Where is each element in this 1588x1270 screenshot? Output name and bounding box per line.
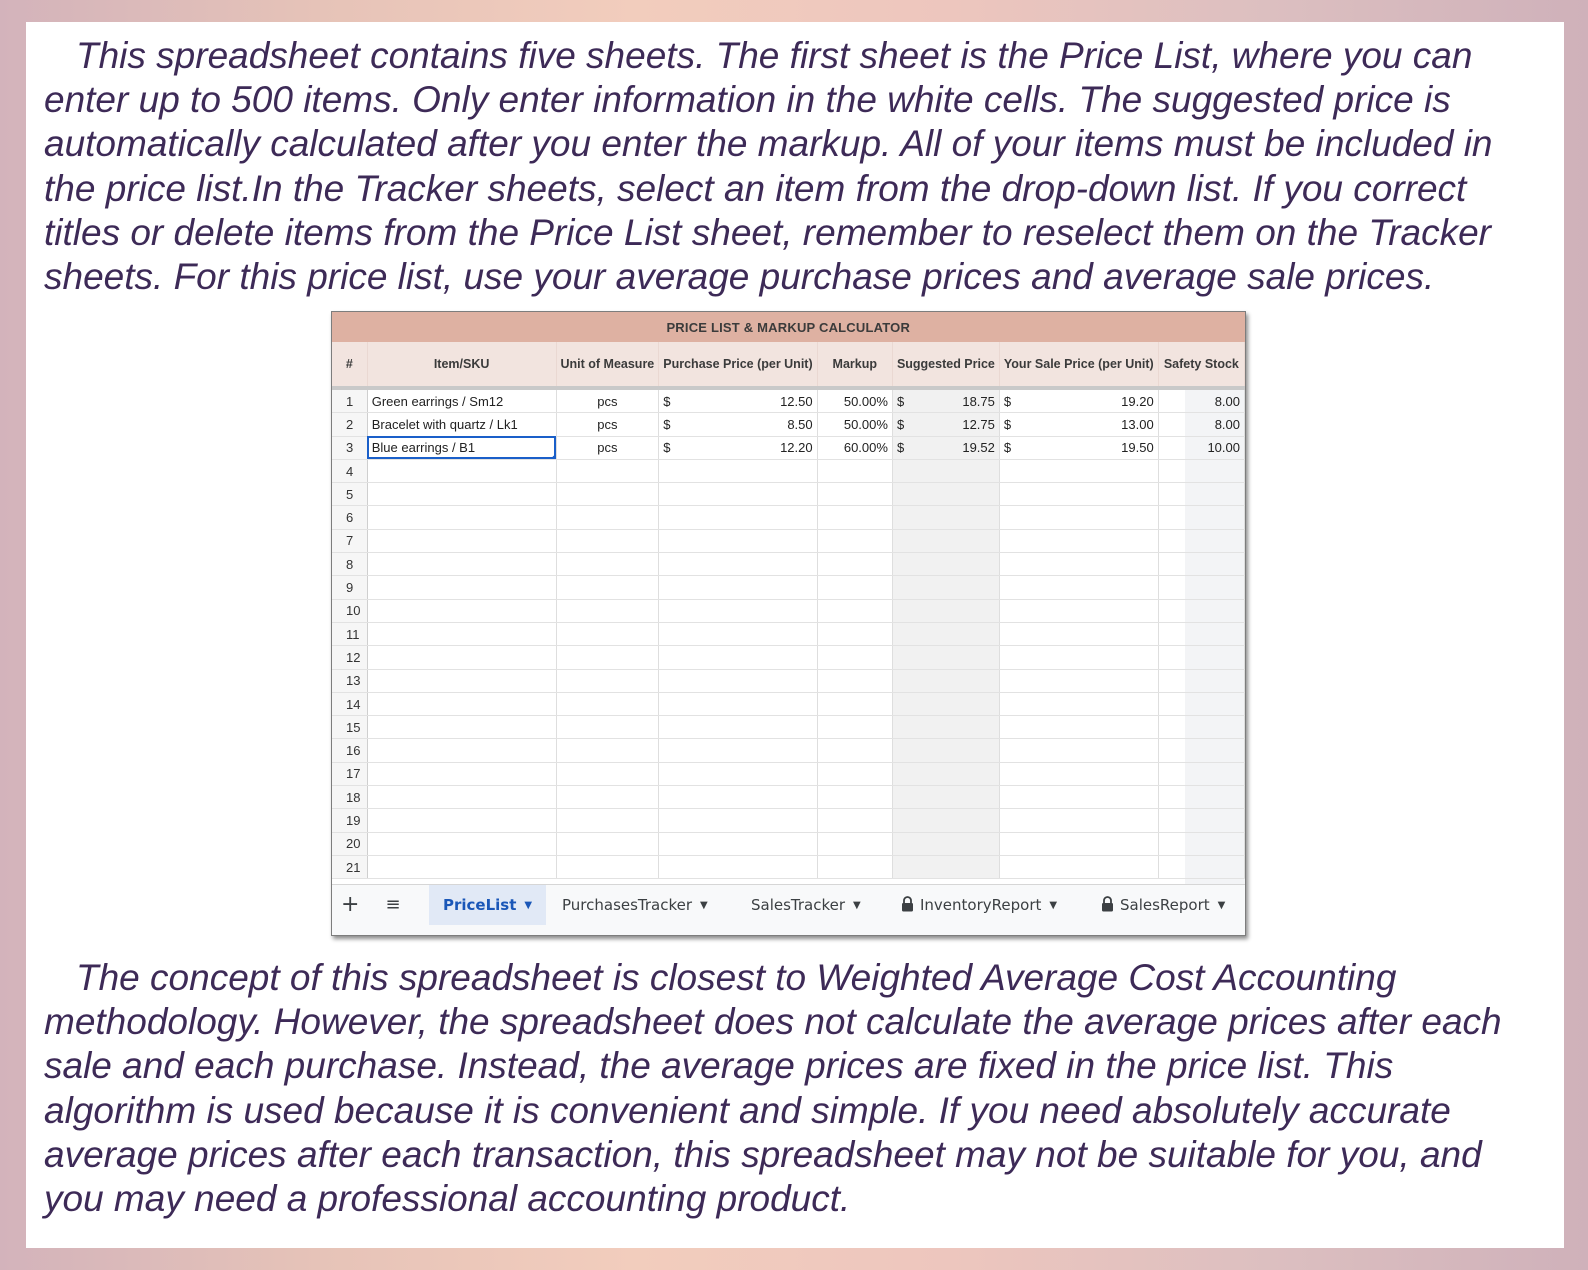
- cell-empty[interactable]: [367, 599, 556, 622]
- row-number[interactable]: 14: [332, 692, 367, 715]
- cell-empty[interactable]: [1158, 459, 1244, 482]
- row-number[interactable]: 13: [332, 669, 367, 692]
- row-number[interactable]: 8: [332, 553, 367, 576]
- table-row: [332, 506, 1245, 529]
- col-header-markup[interactable]: Markup: [817, 342, 892, 388]
- cell-empty[interactable]: [556, 506, 659, 529]
- cell-empty[interactable]: [892, 716, 999, 739]
- cell-empty[interactable]: [556, 459, 659, 482]
- cell-empty[interactable]: [556, 553, 659, 576]
- cell-empty[interactable]: [659, 459, 817, 482]
- table-row: [332, 436, 1245, 459]
- caret-down-icon[interactable]: ▼: [1049, 900, 1058, 911]
- cell-empty[interactable]: [999, 739, 1158, 762]
- cell-empty[interactable]: [659, 553, 817, 576]
- row-number[interactable]: 7: [332, 529, 367, 552]
- cell-empty[interactable]: [659, 506, 817, 529]
- cell-empty[interactable]: [892, 669, 999, 692]
- cell-empty[interactable]: [817, 459, 892, 482]
- cell-sale[interactable]: [999, 388, 1158, 413]
- sheet-tab-bar: [332, 884, 1245, 936]
- table-row: [332, 762, 1245, 785]
- cell-num[interactable]: 1: [332, 388, 367, 413]
- table-row: [332, 483, 1245, 506]
- cell-empty[interactable]: [659, 529, 817, 552]
- row-number[interactable]: 17: [332, 762, 367, 785]
- cell-empty[interactable]: [999, 786, 1158, 809]
- cell-safety[interactable]: 8.00: [1158, 413, 1244, 436]
- currency-symbol: $: [1003, 440, 1012, 456]
- cell-empty[interactable]: [367, 669, 556, 692]
- cell-empty[interactable]: [892, 809, 999, 832]
- sheet-tab-salesreport[interactable]: [1087, 885, 1239, 925]
- cell-empty[interactable]: [999, 576, 1158, 599]
- cell-safety[interactable]: 10.00: [1158, 436, 1244, 459]
- cell-empty[interactable]: [892, 786, 999, 809]
- cell-empty[interactable]: [659, 716, 817, 739]
- row-number[interactable]: 18: [332, 786, 367, 809]
- cell-empty[interactable]: [367, 809, 556, 832]
- cell-empty[interactable]: [659, 762, 817, 785]
- cell-empty[interactable]: [817, 553, 892, 576]
- cell-value: 19.50: [1121, 440, 1154, 456]
- cell-empty[interactable]: [659, 786, 817, 809]
- intro-paragraph: This spreadsheet contains five sheets. The first sheet is the Price List, where you can enter up to 500 items. Only enter information in the white cells. The suggested price is automatically calculated after you enter the markup. All of your items must be included in the price list.In the Tracker sheets, select an item from the drop-down list. If you correct titles or delete items from the Price List sheet, remember to reselect them on the Tracker sheets. For this price list, use your average purchase prices and average sale prices.: [44, 35, 1493, 298]
- cell-empty[interactable]: [999, 646, 1158, 669]
- table-row: [332, 786, 1245, 809]
- cell-empty[interactable]: [556, 809, 659, 832]
- caret-down-icon[interactable]: ▼: [1217, 900, 1226, 911]
- sheet-tab-pricelist[interactable]: [429, 885, 546, 925]
- cell-empty[interactable]: [892, 692, 999, 715]
- cell-empty[interactable]: [999, 692, 1158, 715]
- cell-empty[interactable]: [1158, 529, 1244, 552]
- cell-empty[interactable]: [999, 809, 1158, 832]
- cell-value: 8.50: [787, 416, 813, 432]
- cell-unit[interactable]: pcs: [556, 413, 659, 436]
- sheet-tab-label: SalesTracker: [751, 896, 846, 914]
- cell-empty[interactable]: [1158, 762, 1244, 785]
- cell-empty[interactable]: [1158, 739, 1244, 762]
- table-row: [332, 739, 1245, 762]
- cell-empty[interactable]: [817, 855, 892, 878]
- cell-empty[interactable]: [999, 599, 1158, 622]
- row-number[interactable]: 21: [332, 855, 367, 878]
- caret-down-icon[interactable]: ▼: [853, 900, 861, 911]
- cell-empty[interactable]: [659, 832, 817, 855]
- cell-empty[interactable]: [556, 529, 659, 552]
- cell-markup[interactable]: 50.00%: [817, 388, 892, 413]
- cell-empty[interactable]: [367, 739, 556, 762]
- cell-empty[interactable]: [556, 855, 659, 878]
- cell-suggested[interactable]: [892, 436, 999, 459]
- lock-icon: [901, 896, 914, 912]
- cell-empty[interactable]: [556, 599, 659, 622]
- cell-value: 12.50: [780, 393, 813, 409]
- table-row: [332, 809, 1245, 832]
- col-header-item[interactable]: Item/SKU: [367, 342, 556, 388]
- cell-empty[interactable]: [367, 459, 556, 482]
- cell-value: 19.52: [962, 440, 995, 456]
- cell-empty[interactable]: [1158, 646, 1244, 669]
- cell-unit[interactable]: pcs: [556, 436, 659, 459]
- caret-down-icon[interactable]: ▼: [700, 900, 708, 911]
- cell-safety[interactable]: 8.00: [1158, 388, 1244, 413]
- cell-empty[interactable]: [556, 622, 659, 645]
- table-row: [332, 459, 1245, 482]
- cell-empty[interactable]: [892, 529, 999, 552]
- sheet-tab-purchasestracker[interactable]: [548, 885, 722, 925]
- cell-empty[interactable]: [556, 739, 659, 762]
- cell-purchase[interactable]: [659, 413, 817, 436]
- col-header-num[interactable]: #: [332, 342, 367, 388]
- table-row: [332, 855, 1245, 878]
- col-header-safety-stock[interactable]: Safety Stock: [1158, 342, 1244, 388]
- table-row: [332, 599, 1245, 622]
- cell-empty[interactable]: [817, 809, 892, 832]
- sheet-tab-label: SalesReport: [1120, 896, 1210, 914]
- cell-empty[interactable]: [1158, 809, 1244, 832]
- cell-empty[interactable]: [556, 786, 659, 809]
- cell-suggested[interactable]: [892, 388, 999, 413]
- cell-empty[interactable]: [367, 692, 556, 715]
- cell-item[interactable]: Green earrings / Sm12: [367, 388, 556, 413]
- cell-empty[interactable]: [817, 786, 892, 809]
- table-row: [332, 716, 1245, 739]
- cell-sale[interactable]: [999, 436, 1158, 459]
- cell-empty[interactable]: [367, 622, 556, 645]
- cell-empty[interactable]: [999, 832, 1158, 855]
- col-header-unit[interactable]: Unit of Measure: [556, 342, 659, 388]
- cell-empty[interactable]: [892, 599, 999, 622]
- cell-empty[interactable]: [817, 622, 892, 645]
- cell-empty[interactable]: [817, 646, 892, 669]
- currency-symbol: $: [663, 393, 671, 409]
- table-row: [332, 669, 1245, 692]
- cell-empty[interactable]: [556, 832, 659, 855]
- spreadsheet-screenshot: [331, 311, 1246, 936]
- table-row: [332, 553, 1245, 576]
- currency-symbol: $: [896, 393, 905, 409]
- cell-suggested[interactable]: [892, 413, 999, 436]
- cell-empty[interactable]: [1158, 855, 1244, 878]
- cell-empty[interactable]: [556, 692, 659, 715]
- cell-empty[interactable]: [817, 832, 892, 855]
- cell-empty[interactable]: [817, 529, 892, 552]
- fill-handle[interactable]: [552, 455, 557, 460]
- currency-symbol: $: [663, 440, 671, 456]
- sheet-tab-label: InventoryReport: [920, 896, 1042, 914]
- cell-empty[interactable]: [367, 762, 556, 785]
- cell-empty[interactable]: [892, 739, 999, 762]
- row-number[interactable]: 15: [332, 716, 367, 739]
- cell-empty[interactable]: [999, 855, 1158, 878]
- cell-empty[interactable]: [999, 483, 1158, 506]
- row-number[interactable]: 12: [332, 646, 367, 669]
- row-number[interactable]: 10: [332, 599, 367, 622]
- cell-empty[interactable]: [367, 786, 556, 809]
- cell-empty[interactable]: [367, 553, 556, 576]
- cell-empty[interactable]: [367, 855, 556, 878]
- caret-down-icon[interactable]: ▼: [524, 900, 533, 911]
- outro-paragraph: The concept of this spreadsheet is closest to Weighted Average Cost Accounting methodology. However, the spreadsheet does not calculate the average prices after each sale and each purchase. Instead, the average prices are fixed in the price list. This algorithm is used because it is convenient and simple. If you need absolutely accurate average prices after each transaction, this spreadsheet may not be suitable for you, and you may need a professional accounting product.: [44, 957, 1502, 1220]
- cell-empty[interactable]: [999, 669, 1158, 692]
- col-header-sale-price[interactable]: Your Sale Price (per Unit): [999, 342, 1158, 388]
- cell-item-selected[interactable]: Blue earrings / B1: [367, 436, 556, 459]
- cell-empty[interactable]: [659, 622, 817, 645]
- cell-empty[interactable]: [1158, 832, 1244, 855]
- cell-empty[interactable]: [1158, 553, 1244, 576]
- lock-icon: [1101, 896, 1114, 912]
- row-number[interactable]: 19: [332, 809, 367, 832]
- cell-empty[interactable]: [659, 483, 817, 506]
- cell-empty[interactable]: [999, 459, 1158, 482]
- cell-value: 13.00: [1121, 416, 1154, 432]
- cell-empty[interactable]: [367, 483, 556, 506]
- row-number[interactable]: 16: [332, 739, 367, 762]
- cell-empty[interactable]: [817, 762, 892, 785]
- cell-empty[interactable]: [892, 459, 999, 482]
- row-number[interactable]: 4: [332, 459, 367, 482]
- cell-value: 12.75: [962, 416, 995, 432]
- cell-empty[interactable]: [817, 576, 892, 599]
- cell-empty[interactable]: [556, 646, 659, 669]
- all-sheets-button[interactable]: [382, 885, 404, 925]
- cell-empty[interactable]: [817, 669, 892, 692]
- cell-empty[interactable]: [999, 529, 1158, 552]
- cell-value: 18.75: [962, 393, 995, 409]
- cell-empty[interactable]: [659, 739, 817, 762]
- cell-markup[interactable]: 50.00%: [817, 413, 892, 436]
- table-row: [332, 692, 1245, 715]
- cell-item[interactable]: Bracelet with quartz / Lk1: [367, 413, 556, 436]
- currency-symbol: $: [1003, 416, 1012, 432]
- cell-value: 19.20: [1121, 393, 1154, 409]
- col-header-purchase-price[interactable]: Purchase Price (per Unit): [659, 342, 817, 388]
- cell-empty[interactable]: [367, 529, 556, 552]
- sheet-tab-label: PriceList: [443, 896, 517, 914]
- cell-empty[interactable]: [817, 739, 892, 762]
- cell-empty[interactable]: [1158, 622, 1244, 645]
- cell-empty[interactable]: [999, 506, 1158, 529]
- table-row: [332, 529, 1245, 552]
- price-list-table: [332, 312, 1245, 879]
- currency-symbol: $: [896, 416, 905, 432]
- plus-icon: +: [341, 892, 360, 917]
- cell-num[interactable]: 3: [332, 436, 367, 459]
- cell-empty[interactable]: [892, 553, 999, 576]
- sheet-tab-salestracker[interactable]: [737, 885, 875, 925]
- cell-empty[interactable]: [817, 483, 892, 506]
- cell-empty[interactable]: [817, 716, 892, 739]
- content-panel: [26, 22, 1564, 1248]
- cell-empty[interactable]: [556, 716, 659, 739]
- cell-empty[interactable]: [367, 576, 556, 599]
- table-row: [332, 622, 1245, 645]
- cell-num[interactable]: 2: [332, 413, 367, 436]
- cell-empty[interactable]: [892, 832, 999, 855]
- cell-empty[interactable]: [892, 576, 999, 599]
- cell-purchase[interactable]: [659, 436, 817, 459]
- row-number[interactable]: 20: [332, 832, 367, 855]
- table-row: [332, 388, 1245, 413]
- cell-empty[interactable]: [892, 646, 999, 669]
- cell-empty[interactable]: [556, 762, 659, 785]
- cell-empty[interactable]: [1158, 786, 1244, 809]
- cell-empty[interactable]: [817, 692, 892, 715]
- cell-purchase[interactable]: [659, 388, 817, 413]
- cell-empty[interactable]: [659, 646, 817, 669]
- cell-empty[interactable]: [892, 622, 999, 645]
- table-row: [332, 646, 1245, 669]
- cell-empty[interactable]: [1158, 716, 1244, 739]
- cell-empty[interactable]: [659, 855, 817, 878]
- cell-empty[interactable]: [892, 506, 999, 529]
- currency-symbol: $: [896, 440, 905, 456]
- cell-empty[interactable]: [659, 692, 817, 715]
- cell-empty[interactable]: [556, 576, 659, 599]
- cell-empty[interactable]: [556, 669, 659, 692]
- cell-empty[interactable]: [817, 506, 892, 529]
- cell-empty[interactable]: [367, 506, 556, 529]
- cell-empty[interactable]: [659, 669, 817, 692]
- cell-empty[interactable]: [817, 599, 892, 622]
- cell-empty[interactable]: [1158, 692, 1244, 715]
- cell-value: 12.20: [780, 440, 813, 456]
- cell-empty[interactable]: [999, 622, 1158, 645]
- table-row: [332, 832, 1245, 855]
- currency-symbol: $: [663, 416, 671, 432]
- cell-sale[interactable]: [999, 413, 1158, 436]
- cell-markup[interactable]: 60.00%: [817, 436, 892, 459]
- row-number[interactable]: 11: [332, 622, 367, 645]
- cell-empty[interactable]: [892, 762, 999, 785]
- add-sheet-button[interactable]: [341, 885, 359, 925]
- row-number[interactable]: 5: [332, 483, 367, 506]
- sheet-tab-label: PurchasesTracker: [562, 896, 693, 914]
- currency-symbol: $: [1003, 393, 1012, 409]
- cell-empty[interactable]: [659, 809, 817, 832]
- cell-empty[interactable]: [367, 716, 556, 739]
- cell-empty[interactable]: [1158, 669, 1244, 692]
- cell-empty[interactable]: [367, 646, 556, 669]
- cell-empty[interactable]: [999, 553, 1158, 576]
- cell-empty[interactable]: [659, 576, 817, 599]
- table-row: [332, 576, 1245, 599]
- cell-empty[interactable]: [1158, 576, 1244, 599]
- cell-empty[interactable]: [1158, 599, 1244, 622]
- cell-empty[interactable]: [892, 855, 999, 878]
- table-row: [332, 413, 1245, 436]
- cell-empty[interactable]: [659, 599, 817, 622]
- row-number[interactable]: 9: [332, 576, 367, 599]
- cell-empty[interactable]: [1158, 506, 1244, 529]
- cell-empty[interactable]: [556, 483, 659, 506]
- cell-empty[interactable]: [999, 716, 1158, 739]
- cell-empty[interactable]: [367, 832, 556, 855]
- cell-empty[interactable]: [1158, 483, 1244, 506]
- cell-empty[interactable]: [892, 483, 999, 506]
- sheet-title: PRICE LIST & MARKUP CALCULATOR: [332, 312, 1245, 342]
- list-icon: ≡: [385, 894, 401, 915]
- col-header-suggested-price[interactable]: Suggested Price: [892, 342, 999, 388]
- sheet-tab-inventoryreport[interactable]: [887, 885, 1071, 925]
- cell-unit[interactable]: pcs: [556, 388, 659, 413]
- cell-empty[interactable]: [999, 762, 1158, 785]
- row-number[interactable]: 6: [332, 506, 367, 529]
